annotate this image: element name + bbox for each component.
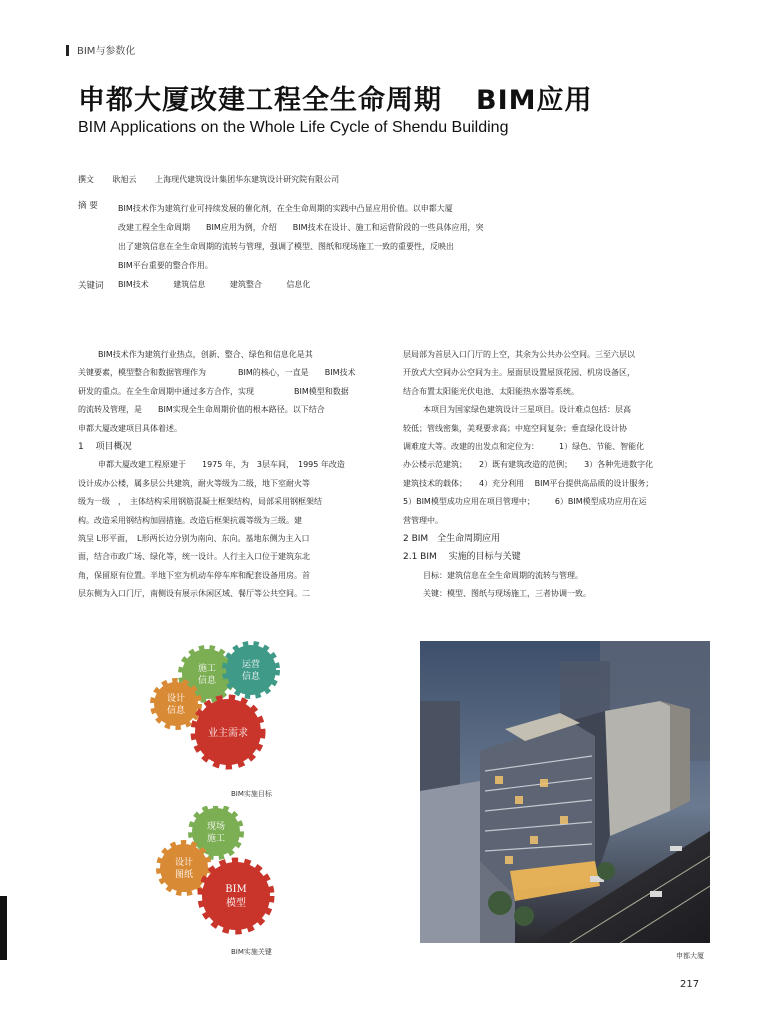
- section-tag-text: BIM与参数化: [77, 46, 136, 57]
- article-title-english: BIM Applications on the Whole Life Cycle of Shendu Building: [78, 119, 509, 136]
- section-heading: 1 项目概况: [78, 442, 132, 453]
- body-text-line: 的流转及管理，是 BIM实现全生命周期价值的根本路径。以下结合: [78, 405, 325, 415]
- bim-goals-figure: [140, 640, 290, 800]
- gear-site-label-top: 现场: [206, 822, 226, 832]
- body-column-left: [78, 346, 388, 604]
- gear-drawings-icon: [160, 844, 208, 892]
- keywords-list: [118, 279, 332, 290]
- keyword: BIM技术: [118, 280, 149, 289]
- body-text-line: 筑呈 L形平面， L形两长边分别为南向、东向。基地东侧为主入口: [78, 534, 310, 544]
- abstract-line: BIM技术作为建筑行业可持续发展的催化剂，在全生命周期的实践中凸显应用价值。以申都大厦: [118, 204, 453, 213]
- gear-site-label-bottom: 施工: [206, 834, 226, 844]
- body-text-line: 级为一级 ， 主体结构采用钢筋混凝土框架结构，局部采用钢框架结: [78, 497, 322, 507]
- body-text-line: 办公楼示范建筑； 2）既有建筑改造的范例； 3）各种先进数字化: [403, 460, 654, 470]
- author-line: [78, 174, 355, 185]
- gear-drawings-label-top: 设计: [174, 858, 194, 868]
- body-text-line: 面，结合市政广场、绿化等，统一设计。人行主入口位于建筑东北: [78, 552, 310, 562]
- body-text-line: 申都大厦改建项目具体着述。: [78, 423, 182, 433]
- article-title-main: 申都大厦改建工程全生命周期: [78, 85, 442, 116]
- body-text-line: 关键：模型、图纸与现场施工，三者协调一致。: [423, 589, 591, 599]
- body-column-right: [403, 346, 713, 604]
- gear-construction-label-top: 施工: [197, 664, 217, 674]
- figure-caption-photo: 申都大厦: [676, 952, 704, 960]
- page-number: 217: [680, 979, 700, 990]
- gear-operation-icon: [226, 645, 276, 695]
- figure-caption-keys: BIM实施关键: [231, 948, 272, 956]
- keywords-label: 关键词: [78, 281, 104, 291]
- article-title-bim: BIM应用: [476, 85, 593, 116]
- gear-design-icon: [154, 682, 198, 726]
- body-text-line: 层东侧为入口门厅，南侧设有展示休闲区域、餐厅等公共空间。二: [78, 589, 310, 599]
- gear-drawings-label-bottom: 图纸: [174, 870, 194, 880]
- section-tag: [66, 42, 135, 57]
- section-heading: 2 BIM 全生命周期应用: [403, 534, 501, 545]
- keyword: 建筑整合: [229, 280, 262, 289]
- abstract-line: BIM平台重要的整合作用。: [118, 261, 213, 270]
- section-heading: 2.1 BIM 实施的目标与关键: [403, 552, 521, 563]
- author-name: 耿旭云: [112, 175, 137, 184]
- gear-design-label-bottom: 信息: [166, 706, 186, 716]
- body-text-line: 营管理中。: [403, 515, 443, 525]
- gear-operation-label-top: 运营: [241, 660, 261, 670]
- body-text-line: 申都大厦改建工程原建于 1975 年，为 3层车间， 1995 年改造: [98, 460, 345, 470]
- body-text-line: 层局部为首层入口门厅的上空，其余为公共办公空间。三至六层以: [403, 350, 635, 359]
- body-text-line: 目标：建筑信息在全生命周期的流转与管理。: [423, 570, 583, 580]
- body-text-line: BIM技术作为建筑行业热点，创新、整合、绿色和信息化是其: [98, 350, 313, 359]
- body-text-line: 角，保留原有位置。半地下室为机动车停车库和配套设备用房。首: [78, 570, 310, 580]
- article-title: [78, 78, 593, 117]
- body-text-line: 本项目为国家绿色建筑设计三星项目。设计难点包括：层高: [423, 405, 631, 415]
- edge-tab-marker: [0, 896, 7, 960]
- bim-keys-figure: [140, 806, 290, 946]
- body-text-line: 调难度大等。改建的出发点和定位为： 1）绿色、节能、智能化: [403, 442, 645, 452]
- abstract-label: 摘 要: [78, 201, 98, 211]
- body-text-line: 结合布置太阳能光伏电池、太阳能热水器等系统。: [403, 386, 579, 396]
- body-text-line: 设计成办公楼，属多层公共建筑，耐火等级为二级，地下室耐火等: [78, 478, 310, 488]
- gear-model-label-top: BIM: [225, 884, 247, 895]
- author-affiliation: 上海现代建筑设计集团华东建筑设计研究院有限公司: [155, 175, 340, 184]
- section-marker: [66, 45, 69, 56]
- building-photo: [420, 641, 710, 943]
- gear-model-icon: [202, 862, 270, 930]
- author-label: 撰文: [78, 175, 94, 184]
- gear-operation-label-bottom: 信息: [241, 672, 261, 682]
- body-text-line: 开放式大空间办公空间为主。屋面层设置屋顶花园、机房设备区，: [403, 368, 635, 378]
- gear-construction-label-bottom: 信息: [197, 676, 217, 686]
- keyword: 信息化: [286, 280, 311, 289]
- abstract-body: [118, 199, 568, 275]
- body-text-line: 研发的重点。在全生命周期中通过多方合作，实现 BIM模型和数据: [78, 386, 349, 396]
- body-text-line: 关键要素，模型整合和数据管理作为 BIM的核心，一直是 BIM技术: [78, 368, 356, 378]
- gear-owner-label: 业主需求: [208, 728, 248, 739]
- body-text-line: 较低；管线密集，美观要求高；中庭空间复杂；垂直绿化设计协: [403, 423, 627, 433]
- abstract-line: 改建工程全生命周期 BIM应用为例，介绍 BIM技术在设计、施工和运营阶段的一些具体应用，突: [118, 223, 484, 232]
- gear-site-icon: [192, 808, 240, 856]
- body-text-line: 建筑技术的载体； 4）充分利用 BIM平台提供高品质的设计服务；: [403, 478, 654, 488]
- figure-caption-goals: BIM实施目标: [231, 790, 272, 798]
- body-text-line: 5）BIM模型成功应用在项目管理中； 6）BIM模型成功应用在运: [403, 497, 647, 507]
- gear-design-label-top: 设计: [166, 694, 186, 704]
- abstract-line: 出了建筑信息在全生命周期的流转与管理，强调了模型、图纸和现场施工一致的重要性，反映出: [118, 242, 454, 251]
- body-text-line: 构。改造采用钢结构加固措施。改造后框架抗震等级为三级。建: [78, 515, 302, 525]
- gear-model-label-bottom: 模型: [226, 898, 246, 909]
- gear-owner-icon: [195, 699, 261, 765]
- keyword: 建筑信息: [173, 280, 206, 289]
